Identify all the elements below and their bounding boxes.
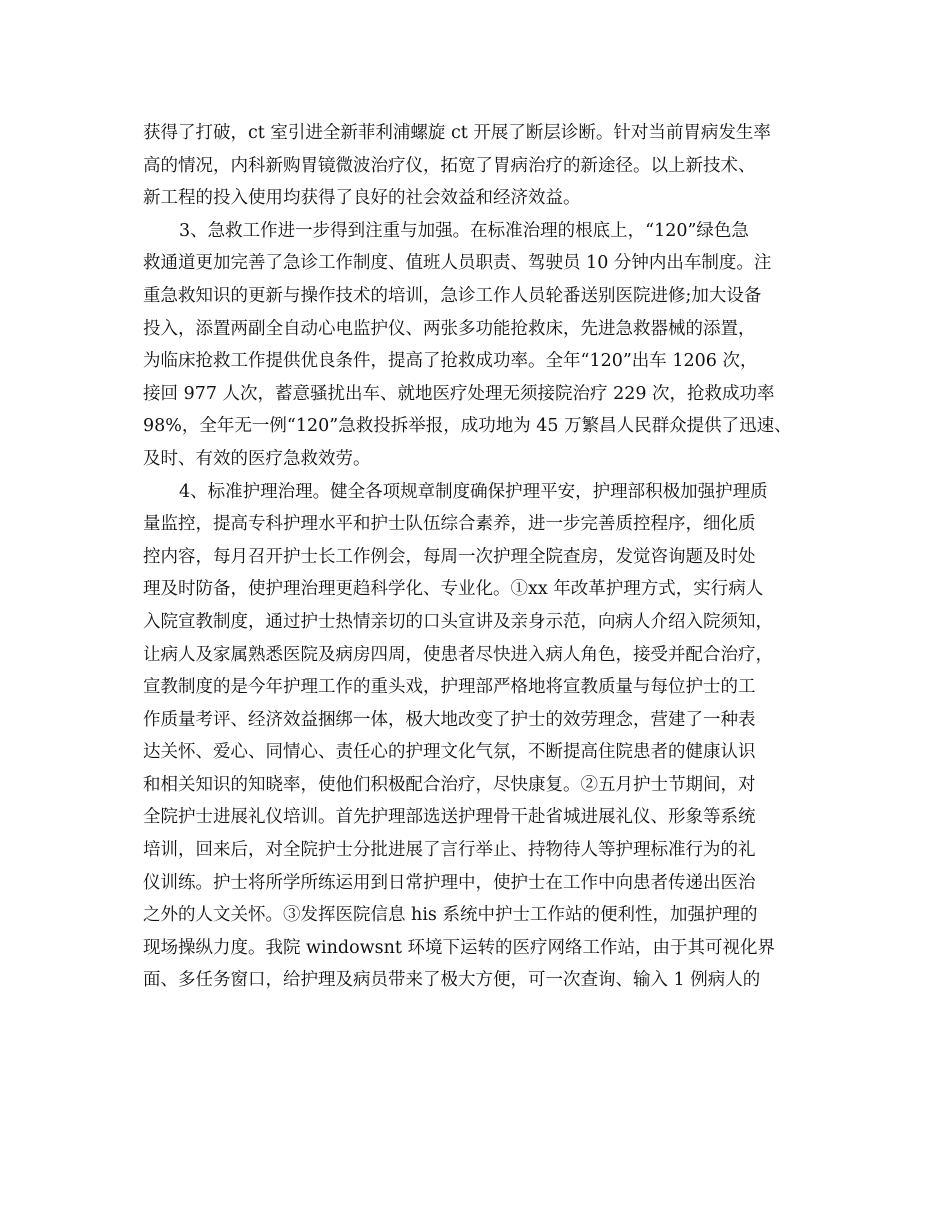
body-text [143,117,823,997]
text-line: 之外的人文关怀。③发挥医院信息 his 系统中护士工作站的便利性，加强护理的 [143,905,758,926]
text-line: 救通道更加完善了急诊工作制度、值班人员职责、驾驶员 10 分钟内出车制度。注 [143,253,772,274]
text-line: 仪训练。护士将所学所练运用到日常护理中，使护士在工作中向患者传递出医治 [143,872,756,893]
text-line: 和相关知识的知晓率，使他们积极配合治疗，尽快康复。②五月护士节期间，对 [143,774,756,795]
text-line: 面、多任务窗口，给护理及病员带来了极大方便，可一次查询、输入 1 例病人的 [143,970,761,991]
text-line: 及时、有效的医疗急救效劳。 [143,448,371,469]
text-line: 控内容，每月召开护士长工作例会，每周一次护理全院查房，发觉咨询题及时处 [143,546,756,567]
text-line: 新工程的投入使用均获得了良好的社会效益和经济效益。 [143,188,581,209]
text-line: 98%，全年无一例“120”急救投拆举报，成功地为 45 万繁昌人民群众提供了迅速、 [143,416,792,437]
paragraph-start-line: 4、标准护理治理。健全各项规章制度确保护理平安，护理部积极加强护理质 [179,481,768,502]
text-line: 现场操纵力度。我院 windowsnt 环境下运转的医疗网络工作站，由于其可视化界 [143,937,775,958]
text-line: 理及时防备，使护理治理更趋科学化、专业化。①xx 年改革护理方式，实行病人 [143,579,764,600]
text-line: 接回 977 人次，蓄意骚扰出车、就地医疗处理无须接院治疗 229 次，抢救成功率 [143,383,775,404]
text-line: 让病人及家属熟悉医院及病房四周，使患者尽快进入病人角色，接受并配合治疗， [143,644,773,665]
text-line: 全院护士进展礼仪培训。首先护理部选送护理骨干赴省城进展礼仪、形象等系统 [143,807,756,828]
text-line: 达关怀、爱心、同情心、责任心的护理文化气氛，不断提高住院患者的健康认识 [143,742,756,763]
text-line: 为临床抢救工作提供优良条件，提高了抢救成功率。全年“120”出车 1206 次， [143,351,758,372]
paragraph-start-line: 3、急救工作进一步得到注重与加强。在标准治理的根底上，“120”绿色急 [179,220,749,241]
text-line: 高的情况，内科新购胃镜微波治疗仪，拓宽了胃病治疗的新途径。以上新技术、 [143,155,756,176]
text-line: 量监控，提高专科护理水平和护士队伍综合素养，进一步完善质控程序，细化质 [143,514,756,535]
text-line: 入院宣教制度，通过护士热情亲切的口头宣讲及亲身示范，向病人介绍入院须知， [143,611,773,632]
text-line: 重急救知识的更新与操作技术的培训，急诊工作人员轮番送别医院进修;加大设备 [143,285,762,306]
text-line: 培训，回来后，对全院护士分批进展了言行举止、持物待人等护理标准行为的礼 [143,840,756,861]
text-line: 投入，添置两副全自动心电监护仪、两张多功能抢救床，先进急救器械的添置， [143,318,756,339]
text-line: 作质量考评、经济效益捆绑一体，极大地改变了护士的效劳理念，营建了一种表 [143,709,756,730]
text-line: 宣教制度的是今年护理工作的重头戏，护理部严格地将宣教质量与每位护士的工 [143,677,756,698]
text-line: 获得了打破，ct 室引进全新菲利浦螺旋 ct 开展了断层诊断。针对当前胃病发生率 [143,123,771,143]
